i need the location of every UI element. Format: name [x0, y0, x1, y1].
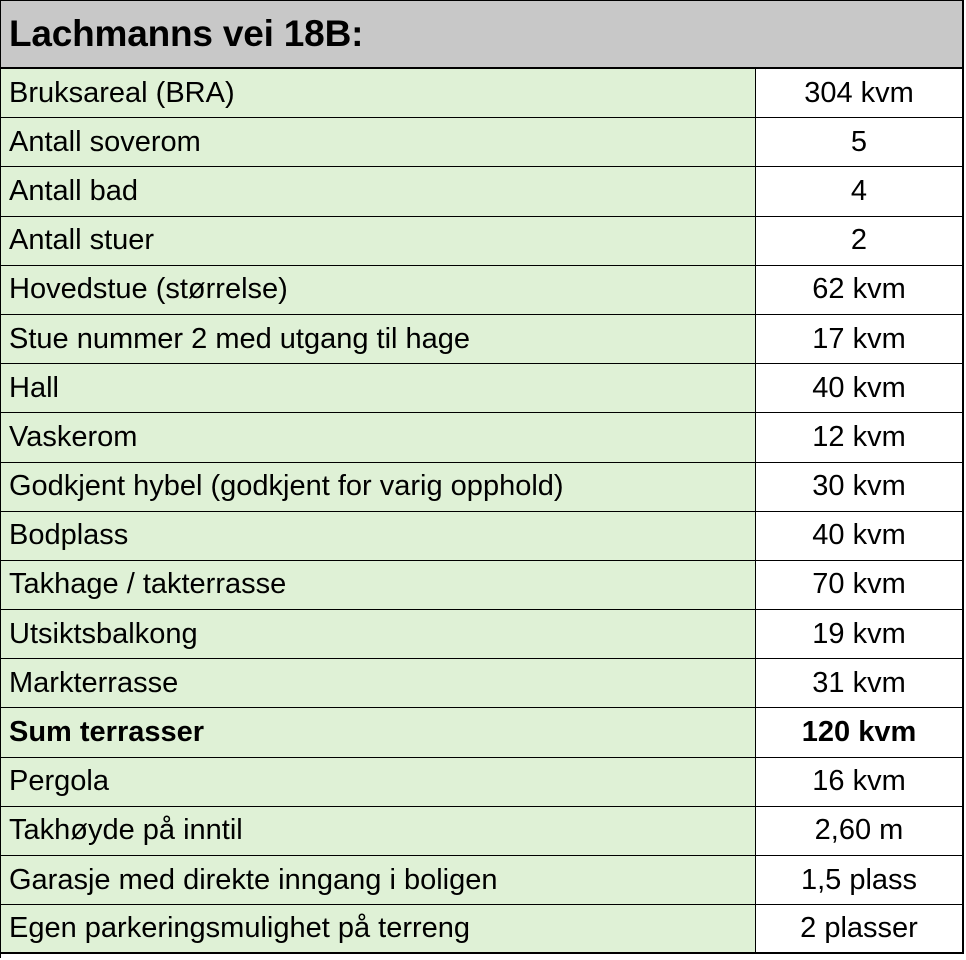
table-row [1, 413, 964, 462]
table-row [1, 905, 964, 954]
row-label: Bodplass [1, 512, 756, 560]
row-label: Vaskerom [1, 413, 756, 461]
table-row [1, 118, 964, 167]
row-label: Bruksareal (BRA) [1, 69, 756, 117]
table-row [1, 856, 964, 905]
row-label: Antall bad [1, 167, 756, 215]
row-label: Utsiktsbalkong [1, 610, 756, 658]
row-label: Egen parkeringsmulighet på terreng [1, 905, 756, 952]
table-row [1, 807, 964, 856]
row-value: 40 kvm [756, 512, 964, 560]
row-label: Godkjent hybel (godkjent for varig opphold) [1, 463, 756, 511]
row-value: 120 kvm [756, 708, 964, 756]
table-row [1, 708, 964, 757]
row-value: 19 kvm [756, 610, 964, 658]
row-value: 2,60 m [756, 807, 964, 855]
row-value: 40 kvm [756, 364, 964, 412]
table-header [1, 1, 964, 69]
row-label: Stue nummer 2 med utgang til hage [1, 315, 756, 363]
table-row [1, 561, 964, 610]
row-value: 2 plasser [756, 905, 964, 952]
table-row [1, 217, 964, 266]
row-label: Hall [1, 364, 756, 412]
table-body [1, 69, 964, 954]
row-value: 5 [756, 118, 964, 166]
row-label: Takhage / takterrasse [1, 561, 756, 609]
row-value: 12 kvm [756, 413, 964, 461]
table-row [1, 364, 964, 413]
row-value: 30 kvm [756, 463, 964, 511]
table-title: Lachmanns vei 18B: [9, 13, 364, 54]
row-value: 16 kvm [756, 758, 964, 806]
row-value: 17 kvm [756, 315, 964, 363]
row-label: Markterrasse [1, 659, 756, 707]
table-row [1, 758, 964, 807]
table-row [1, 463, 964, 512]
row-label: Sum terrasser [1, 708, 756, 756]
row-value: 70 kvm [756, 561, 964, 609]
table-row [1, 266, 964, 315]
table-row [1, 69, 964, 118]
row-value: 2 [756, 217, 964, 265]
table-row [1, 512, 964, 561]
row-value: 62 kvm [756, 266, 964, 314]
row-label: Antall stuer [1, 217, 756, 265]
row-value: 1,5 plass [756, 856, 964, 904]
row-label: Takhøyde på inntil [1, 807, 756, 855]
table-row [1, 167, 964, 216]
row-label: Pergola [1, 758, 756, 806]
table-row [1, 610, 964, 659]
table-row [1, 659, 964, 708]
row-label: Hovedstue (størrelse) [1, 266, 756, 314]
row-value: 4 [756, 167, 964, 215]
row-value: 304 kvm [756, 69, 964, 117]
row-label: Antall soverom [1, 118, 756, 166]
row-label: Garasje med direkte inngang i boligen [1, 856, 756, 904]
row-value: 31 kvm [756, 659, 964, 707]
table-row [1, 315, 964, 364]
